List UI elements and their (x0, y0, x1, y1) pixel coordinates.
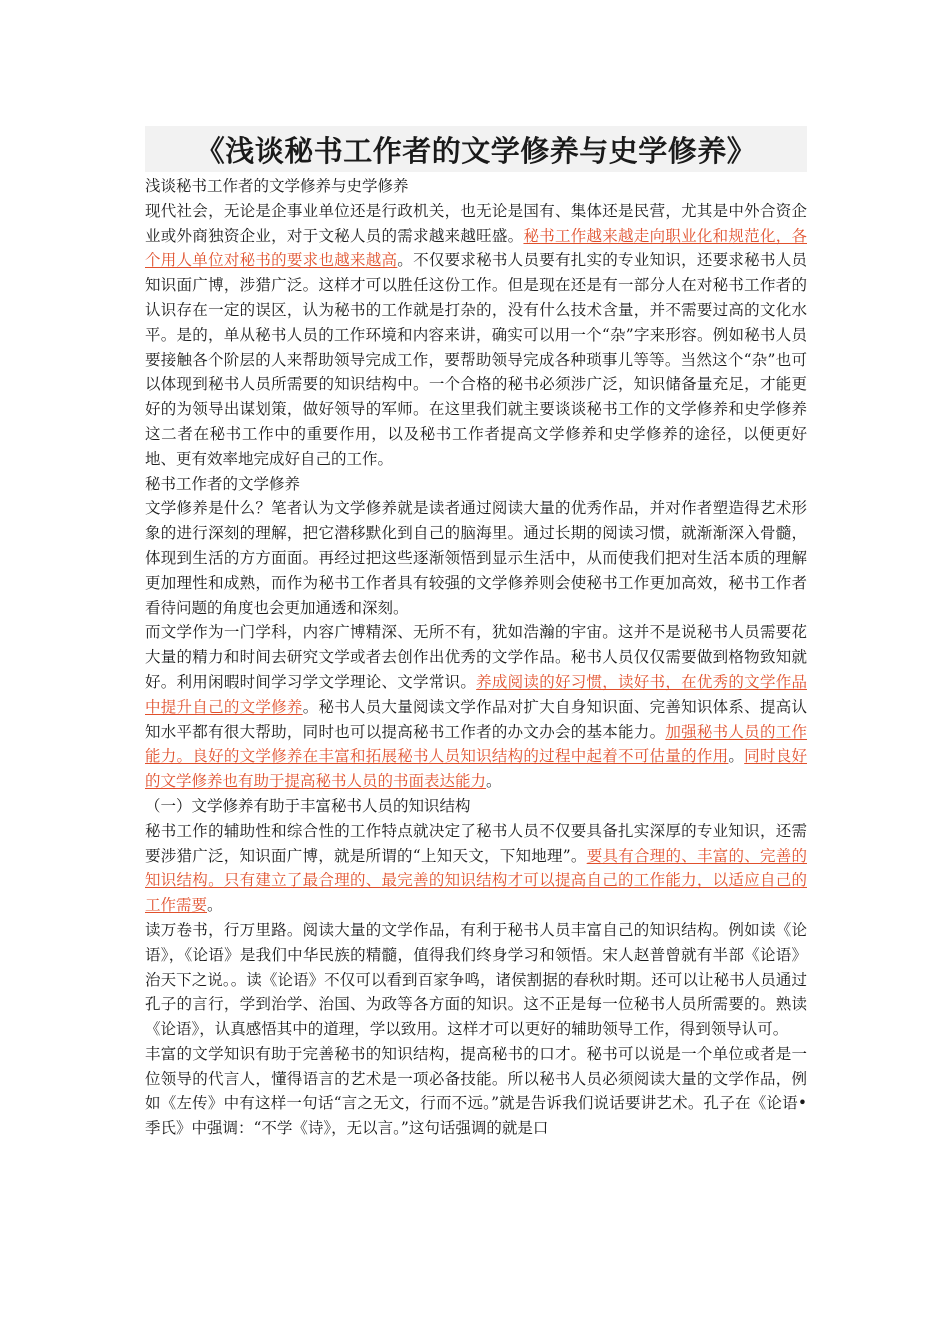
paragraph (145, 918, 807, 1042)
text-run: 。秘书人员大量阅读文学作品对扩大自身知识面、完善知识体系、提高认知水平都有很大帮助，同时也可以提高秘书工作者的办文办会的基本能力。 (145, 697, 807, 741)
highlighted-text: 要具有合理的、丰富的、完善的知识结构。只有建立了最合理的、最完善的知识结构才可以提高自己的工作能力，以适应自己的工作需要 (145, 846, 807, 915)
text-run: （一）文学修养有助于丰富秘书人员的知识结构 (145, 796, 471, 815)
text-run: 。 (728, 747, 745, 766)
paragraph (145, 496, 807, 620)
section-heading (145, 794, 807, 819)
document-body (145, 174, 807, 1141)
text-run: 现代社会，无论是企事业单位还是行政机关，也无论是国有、集体还是民营，尤其是中外合资企业或外商独资企业，对于文秘人员的需求越来越旺盛。 (145, 201, 807, 245)
paragraph (145, 1042, 807, 1141)
paragraph (145, 620, 807, 794)
document-title: 《浅谈秘书工作者的文学修养与史学修养》 (195, 133, 757, 168)
title-band (145, 126, 807, 172)
text-run: 。 (486, 772, 502, 791)
document-subtitle (145, 174, 807, 199)
text-run: 秘书工作者的文学修养 (145, 474, 301, 493)
text-run: 而文学作为一门学科，内容广博精深、无所不有，犹如浩瀚的宇宙。这并不是说秘书人员需要花大量的精力和时间去研究文学或者去创作出优秀的文学作品。秘书人员仅仅需要做到格物致知就好。利用闲暇时间学习学文学理论、文学常识。 (145, 623, 807, 691)
paragraph (145, 819, 807, 918)
section-heading (145, 472, 807, 497)
text-run: 。 (207, 896, 223, 915)
text-run: 秘书工作的辅助性和综合性的工作特点就决定了秘书人员不仅要具备扎实深厚的专业知识，还需要涉猎广泛，知识面广博，就是所谓的“上知天文，下知地理”。 (145, 821, 807, 865)
text-run: 文学修养是什么？笔者认为文学修养就是读者通过阅读大量的优秀作品，并对作者塑造得艺术形象的进行深刻的理解，把它潜移默化到自己的脑海里。通过长期的阅读习惯，就渐渐深入骨髓，体现到生活的方方面面。再经过把这些逐渐领悟到显示生活中，从而使我们把对生活本质的理解更加理性和成熟，而作为秘书工作者具有较强的文学修养则会使秘书工作更加高效，秘书工作者看待问题的角度也会更加通透和深刻。 (145, 499, 807, 617)
text-run: 读万卷书，行万里路。阅读大量的文学作品，有利于秘书人员丰富自己的知识结构。例如读《论语》，《论语》是我们中华民族的精髓，值得我们终身学习和领悟。宋人赵普曾就有半部《论语》治天下之说。。读《论语》不仅可以看到百家争鸣，诸侯割据的春秋时期。还可以让秘书人员通过孔子的言行，学到治学、治国、为政等各方面的知识。这不正是每一位秘书人员所需要的。熟读《论语》，认真感悟其中的道理，学以致用。这样才可以更好的辅助领导工作，得到领导认可。 (145, 920, 807, 1039)
text-run: 丰富的文学知识有助于完善秘书的知识结构，提高秘书的口才。秘书可以说是一个单位或者是一位领导的代言人，懂得语言的艺术是一项必备技能。所以秘书人员必须阅读大量的文学作品，例如《左传》中有这样一句话“言之无文，行而不远。”就是告诉我们说话要讲艺术。孔子在《论语•季氏》中强调：“不学《诗》，无以言。”这句话强调的就是口 (145, 1044, 807, 1138)
highlighted-text: 同时良好的文学修养也有助于提高秘书人员的书面表达能力 (145, 747, 807, 791)
paragraph (145, 199, 807, 472)
highlighted-text: 养成阅读的好习惯，读好书，在优秀的文学作品中提升自己的文学修养 (145, 672, 807, 716)
text-run: 浅谈秘书工作者的文学修养与史学修养 (145, 177, 409, 195)
highlighted-text: 秘书工作越来越走向职业化和规范化，各个用人单位对秘书的要求也越来越高 (145, 226, 807, 270)
text-run: 。不仅要求秘书人员要有扎实的专业知识，还要求秘书人员知识面广博，涉猎广泛。这样才可以胜任这份工作。但是现在还是有一部分人在对秘书工作者的认识存在一定的误区，认为秘书的工作就是打杂的，没有什么技术含量，并不需要过高的文化水平。是的，单从秘书人员的工作环境和内容来讲，确实可以用一个“杂”字来形容。例如秘书人员要接触各个阶层的人来帮助领导完成工作，要帮助领导完成各种琐事儿等等。当然这个“杂”也可以体现到秘书人员所需要的知识结构中。一个合格的秘书必须涉广泛，知识储备量充足，才能更好的为领导出谋划策，做好领导的军师。在这里我们就主要谈谈秘书工作的文学修养和史学修养这二者在秘书工作中的重要作用，以及秘书工作者提高文学修养和史学修养的途径，以便更好地、更有效率地完成好自己的工作。 (145, 251, 807, 468)
highlighted-text: 加强秘书人员的工作能力。良好的文学修养在丰富和拓展秘书人员知识结构的过程中起着不可估量的作用 (145, 722, 807, 766)
document-page (145, 126, 807, 1141)
